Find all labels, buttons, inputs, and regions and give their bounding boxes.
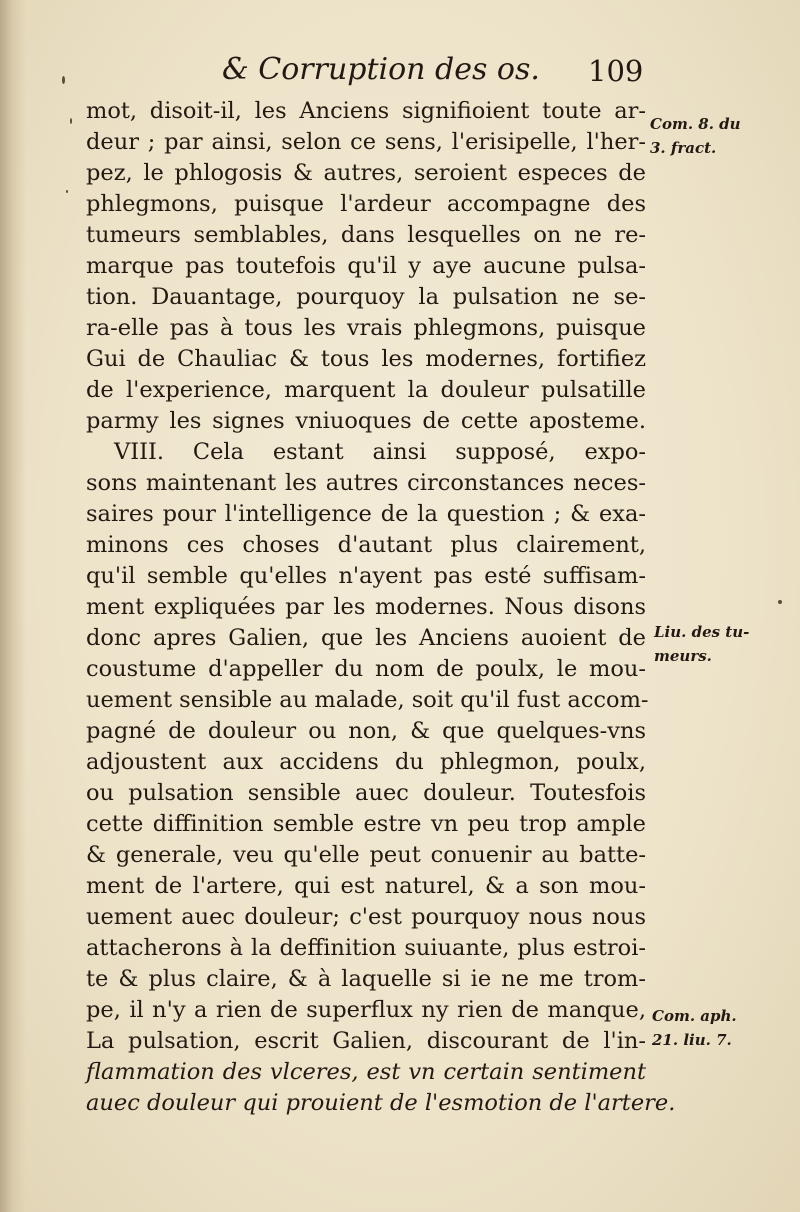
margin-note-line: 3. fract. (650, 139, 717, 157)
text-line: mot, disoit-il, les Anciens signifioient toute ar- (86, 98, 646, 124)
margin-note (650, 112, 741, 160)
text-line: coustume d'appeller du nom de poulx, le mou- (86, 656, 646, 682)
text-line: & generale, veu qu'elle peut conuenir au batte- (86, 842, 646, 868)
italic-quote-line: flammation des vlceres, est vn certain sentiment (86, 1059, 646, 1085)
running-head (0, 52, 800, 92)
text-line: ment expliquées par les modernes. Nous disons (86, 594, 646, 620)
text-line: ment de l'artere, qui est naturel, & a son mou- (86, 873, 646, 899)
margin-note-line: 21. liu. 7. (652, 1031, 732, 1049)
text-line: tion. Dauantage, pourquoy la pulsation ne se- (86, 284, 646, 310)
text-line: uement auec douleur; c'est pourquoy nous nous (86, 904, 646, 930)
text-line: Gui de Chauliac & tous les modernes, fortifiez (86, 346, 646, 372)
text-line: adjoustent aux accidens du phlegmon, poulx, (86, 749, 646, 775)
text-line: te & plus claire, & à laquelle si ie ne me trom- (86, 966, 646, 992)
text-line: de l'experience, marquent la douleur pulsatille (86, 377, 646, 403)
page-number: 109 (588, 54, 644, 88)
text-line: saires pour l'intelligence de la question ; & exa- (86, 501, 646, 527)
running-head-title: & Corruption des os. (222, 52, 540, 87)
margin-note-line: Com. 8. du (650, 115, 741, 133)
margin-note-line: Com. aph. (652, 1007, 737, 1025)
text-line: parmy les signes vniuoques de cette aposteme. (86, 408, 646, 434)
margin-note (652, 1004, 737, 1052)
text-line: minons ces choses d'autant plus clairement, (86, 532, 646, 558)
text-line: sons maintenant les autres circonstances neces- (86, 470, 646, 496)
text-line: deur ; par ainsi, selon ce sens, l'erisipelle, l'her- (86, 129, 646, 155)
italic-quote-line: auec douleur qui prouient de l'esmotion de l'artere. (86, 1090, 676, 1116)
margin-note-line: Liu. des tu- (654, 623, 750, 641)
text-line: ou pulsation sensible auec douleur. Toutesfois (86, 780, 646, 806)
text-line: phlegmons, puisque l'ardeur accompagne des (86, 191, 646, 217)
text-line: cette diffinition semble estre vn peu trop ample (86, 811, 646, 837)
margin-note (654, 620, 749, 668)
margin-note-line: meurs. (654, 647, 712, 665)
text-line: uement sensible au malade, soit qu'il fust accom- (86, 687, 649, 713)
binding-gutter-shadow (0, 0, 26, 1212)
body-text (86, 96, 676, 1119)
text-line: qu'il semble qu'elles n'ayent pas esté suffisam- (86, 563, 646, 589)
text-line: pagné de douleur ou non, & que quelques-vns (86, 718, 646, 744)
section-heading-line: VIII. Cela estant ainsi supposé, expo- (114, 439, 646, 465)
text-line: pe, il n'y a rien de superflux ny rien de manque, (86, 997, 646, 1023)
text-line: tumeurs semblables, dans lesquelles on ne re- (86, 222, 646, 248)
text-line: attacherons à la deffinition suiuante, plus estroi- (86, 935, 646, 961)
text-line: pez, le phlogosis & autres, seroient especes de (86, 160, 646, 186)
text-line: ra-elle pas à tous les vrais phlegmons, puisque (86, 315, 646, 341)
text-line: La pulsation, escrit Galien, discourant de l'in- (86, 1028, 646, 1054)
text-line: marque pas toutefois qu'il y aye aucune pulsa- (86, 253, 646, 279)
text-line: donc apres Galien, que les Anciens auoient de (86, 625, 646, 651)
